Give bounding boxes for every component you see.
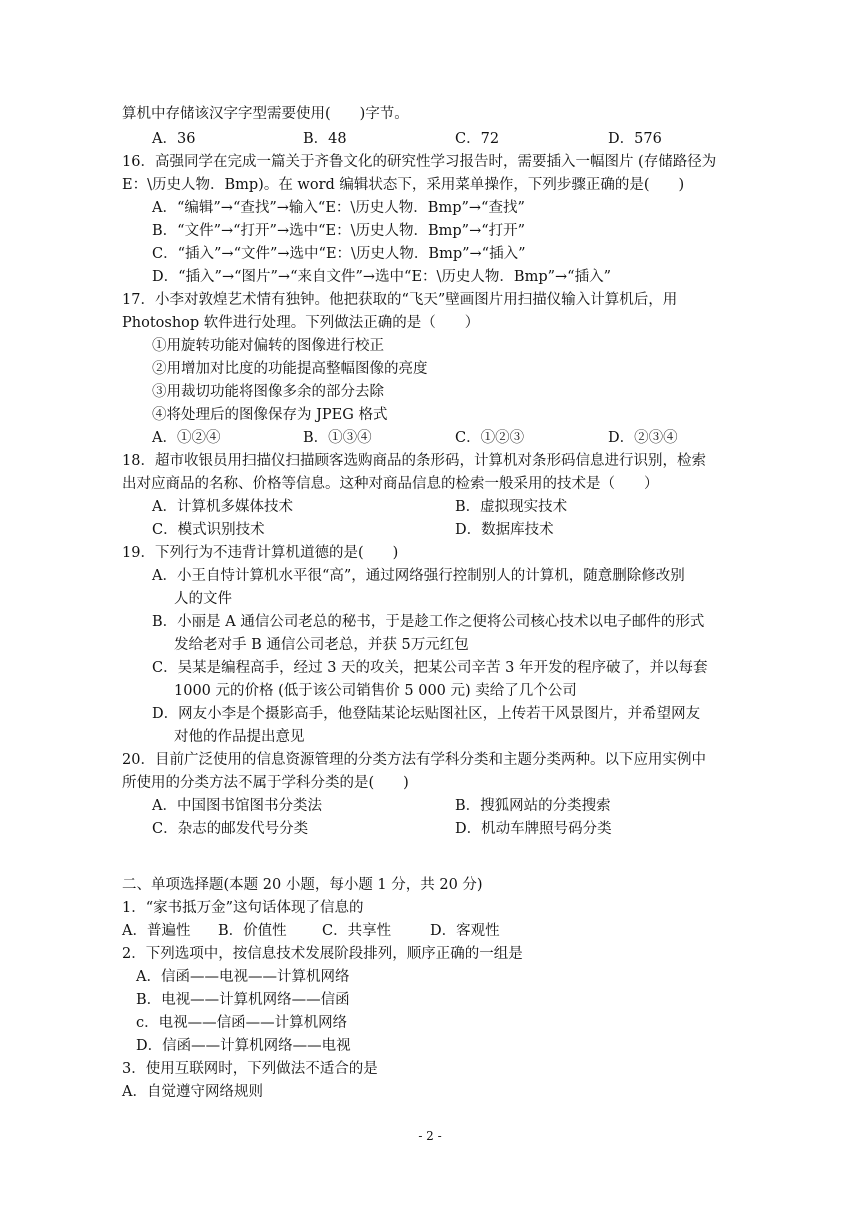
q15-option-b: B．48 <box>303 131 347 147</box>
s3-stem: 3．使用互联网时，下列做法不适合的是 <box>122 1061 378 1077</box>
s1-stem: 1．“家书抵万金”这句话体现了信息的 <box>122 900 364 916</box>
q18-stem-line1: 18．超市收银员用扫描仪扫描顾客选购商品的条形码，计算机对条形码信息进行识别，检索 <box>122 453 706 469</box>
q19-option-a-line2: 人的文件 <box>174 591 232 607</box>
q19-option-d-line2: 对他的作品提出意见 <box>174 729 305 745</box>
q19-stem: 19．下列行为不违背计算机道德的是( ) <box>122 545 399 561</box>
q19-option-c-line1: C．吴某是编程高手，经过 3 天的攻关，把某公司辛苦 3 年开发的程序破了，并以每套 <box>152 660 708 676</box>
q15-option-c: C．72 <box>455 131 500 147</box>
section2-heading: 二、单项选择题(本题 20 小题，每小题 1 分，共 20 分) <box>122 877 483 893</box>
q17-option-d: D．②③④ <box>608 430 678 446</box>
q20-option-b: B．搜狐网站的分类搜索 <box>455 798 611 814</box>
page-number: - 2 - <box>418 1129 442 1143</box>
q20-stem-line2: 所使用的分类方法不属于学科分类的是( ) <box>122 775 409 791</box>
q16-option-a: A．“编辑”→“查找”→输入“E：\历史人物．Bmp”→“查找” <box>152 200 525 216</box>
q18-option-a: A．计算机多媒体技术 <box>152 499 293 515</box>
s1-option-c: C．共享性 <box>322 923 392 939</box>
s2-option-a: A．信函——电视——计算机网络 <box>136 969 350 985</box>
q17-item-3: ③用裁切功能将图像多余的部分去除 <box>152 384 384 400</box>
q18-option-c: C．模式识别技术 <box>152 522 265 538</box>
q16-option-c: C．“插入”→“文件”→选中“E：\历史人物．Bmp”→“插入” <box>152 246 526 262</box>
s1-option-a: A．普遍性 <box>122 923 191 939</box>
s1-option-d: D．客观性 <box>430 923 500 939</box>
s2-option-b: B．电视——计算机网络——信函 <box>136 992 350 1008</box>
q19-option-a-line1: A．小王自恃计算机水平很“高”，通过网络强行控制别人的计算机，随意删除修改别 <box>152 568 685 584</box>
q17-option-c: C．①②③ <box>455 430 525 446</box>
s1-option-b: B．价值性 <box>218 923 287 939</box>
q20-option-a: A．中国图书馆图书分类法 <box>152 798 322 814</box>
q19-option-d-line1: D．网友小李是个摄影高手，他登陆某论坛贴图社区，上传若干风景图片，并希望网友 <box>152 706 701 722</box>
q15-option-d: D．576 <box>608 131 662 147</box>
s2-option-c: c．电视——信函——计算机网络 <box>136 1015 348 1031</box>
q18-option-d: D．数据库技术 <box>455 522 554 538</box>
q19-option-b-line2: 发给老对手 B 通信公司老总，并获 5万元红包 <box>174 637 469 653</box>
q17-item-1: ①用旋转功能对偏转的图像进行校正 <box>152 338 384 354</box>
q17-option-a: A．①②④ <box>152 430 221 446</box>
q20-stem-line1: 20．目前广泛使用的信息资源管理的分类方法有学科分类和主题分类两种。以下应用实例中 <box>122 752 706 768</box>
q16-stem-line1: 16．高强同学在完成一篇关于齐鲁文化的研究性学习报告时，需要插入一幅图片 (存储路径为 <box>122 154 717 170</box>
q15-stem-tail: 算机中存储该汉字字型需要使用( )字节。 <box>122 106 409 122</box>
q17-stem-line2: Photoshop 软件进行处理。下列做法正确的是（ ） <box>122 315 480 331</box>
q16-option-b: B．“文件”→“打开”→选中“E：\历史人物．Bmp”→“打开” <box>152 223 526 239</box>
q16-stem-line2: E：\历史人物．Bmp)。在 word 编辑状态下，采用菜单操作，下列步骤正确的是( ) <box>122 177 685 193</box>
q15-option-a: A．36 <box>152 131 196 147</box>
q18-stem-line2: 出对应商品的名称、价格等信息。这种对商品信息的检索一般采用的技术是（ ） <box>122 476 659 492</box>
q17-option-b: B．①③④ <box>303 430 372 446</box>
s3-option-a: A．自觉遵守网络规则 <box>122 1084 263 1100</box>
q19-option-b-line1: B．小丽是 A 通信公司老总的秘书，于是趁工作之便将公司核心技术以电子邮件的形式 <box>152 614 705 630</box>
q17-item-2: ②用增加对比度的功能提高整幅图像的亮度 <box>152 361 428 377</box>
q16-option-d: D．“插入”→“图片”→“来自文件”→选中“E：\历史人物．Bmp”→“插入” <box>152 269 612 285</box>
q18-option-b: B．虚拟现实技术 <box>455 499 568 515</box>
q17-item-4: ④将处理后的图像保存为 JPEG 格式 <box>152 407 388 423</box>
q19-option-c-line2: 1000 元的价格 (低于该公司销售价 5 000 元) 卖给了几个公司 <box>174 683 577 699</box>
q20-option-c: C．杂志的邮发代号分类 <box>152 821 309 837</box>
q20-option-d: D．机动车牌照号码分类 <box>455 821 612 837</box>
q17-stem-line1: 17．小李对敦煌艺术情有独钟。他把获取的“飞天”壁画图片用扫描仪输入计算机后，用 <box>122 292 678 308</box>
s2-option-d: D．信函——计算机网络——电视 <box>136 1038 351 1054</box>
s2-stem: 2．下列选项中，按信息技术发展阶段排列，顺序正确的一组是 <box>122 946 523 962</box>
